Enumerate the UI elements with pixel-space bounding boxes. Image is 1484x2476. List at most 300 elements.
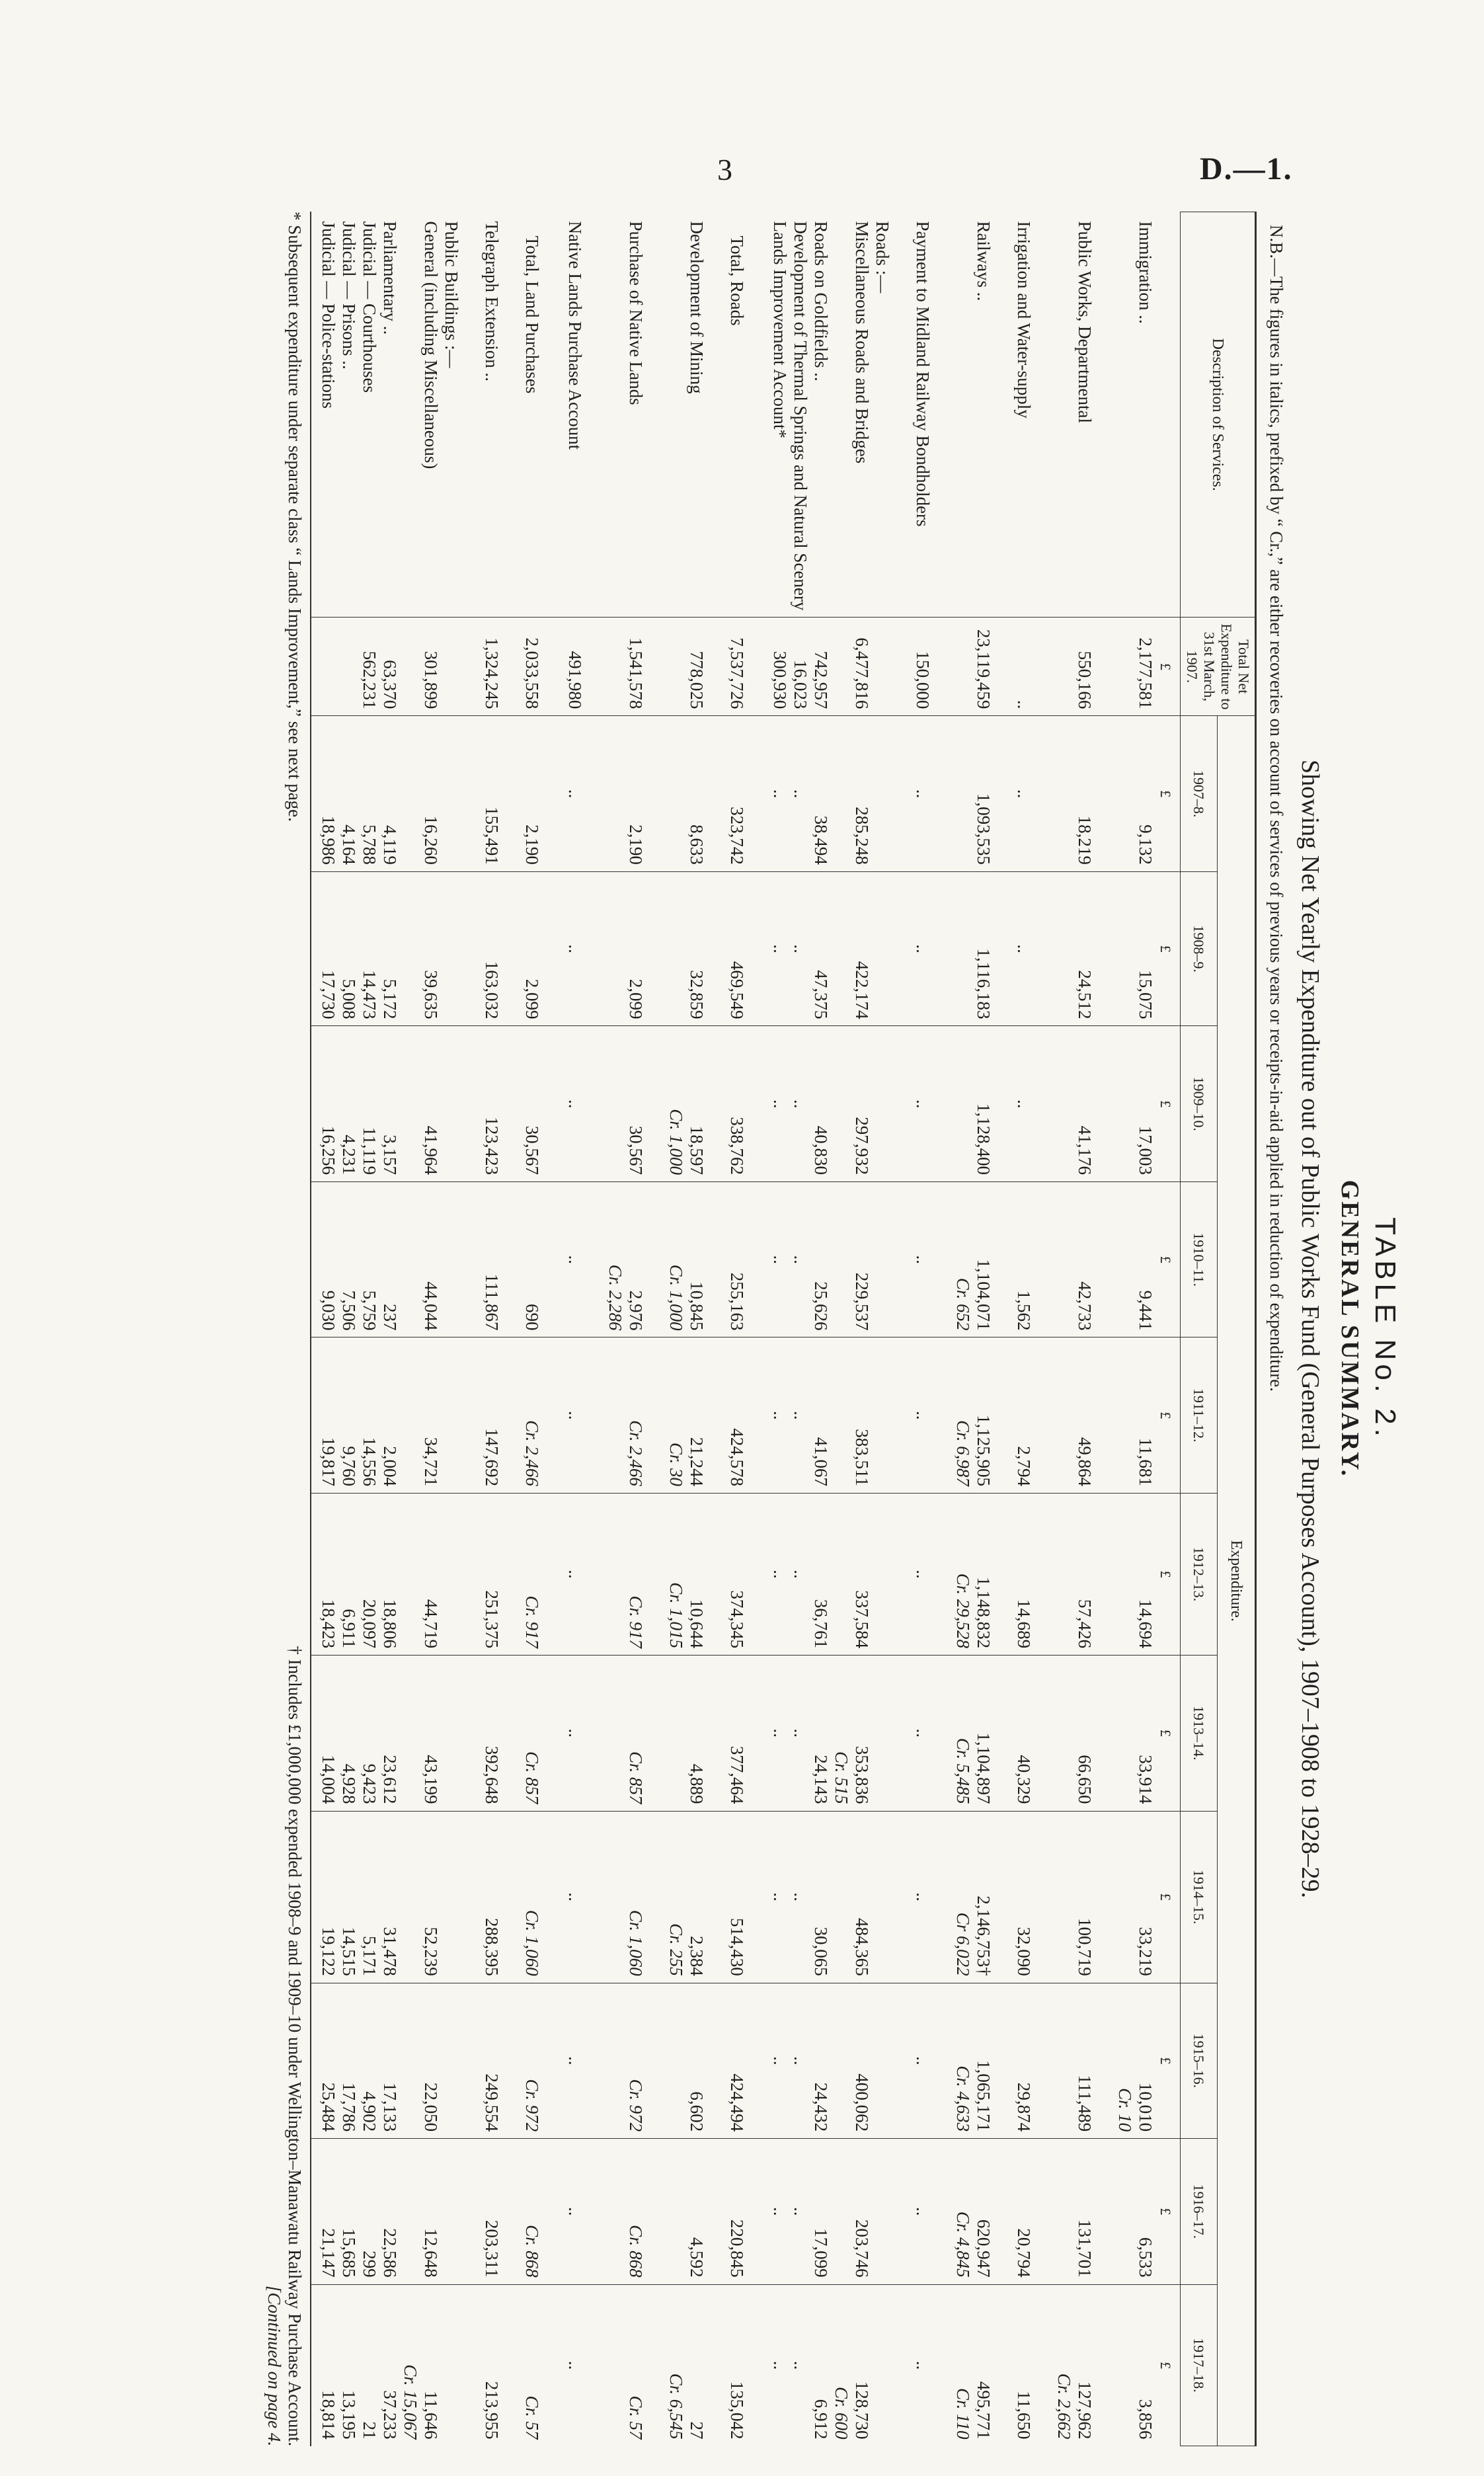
row-description: [666, 212, 686, 618]
row-value: 288,395: [481, 1811, 502, 1983]
row-value: [400, 716, 420, 871]
row-value: 4,928: [338, 1656, 359, 1811]
row-value: 620,947: [973, 2139, 994, 2284]
row-value: [831, 1026, 851, 1181]
table-row: [441, 212, 461, 2446]
row-total: [338, 618, 359, 716]
spacer-cell: [994, 1493, 1013, 1655]
row-value: ..: [912, 1181, 933, 1337]
row-value: 4,164: [338, 716, 359, 871]
spacer-cell: [646, 1493, 666, 1655]
unit-cell: £: [1155, 1983, 1181, 2138]
spacer-cell: [707, 871, 726, 1026]
spacer-cell: [646, 1338, 666, 1493]
row-value: 41,176: [1074, 1026, 1095, 1181]
row-value: ..: [790, 1493, 810, 1655]
row-value: [872, 1493, 892, 1655]
row-total: 16,023: [790, 618, 810, 716]
row-value: 18,219: [1074, 716, 1095, 871]
row-total: 491,980: [565, 618, 585, 716]
row-value: ..: [912, 1983, 933, 2138]
row-value: [831, 1338, 851, 1493]
row-value: [831, 2139, 851, 2284]
spacer-cell: [1034, 716, 1054, 871]
spacer-cell: [750, 1338, 769, 1493]
col-year: 1915–16.: [1181, 1983, 1218, 2138]
table-row: [666, 212, 686, 2446]
spacer-row: [1034, 212, 1054, 2446]
row-description: Judicial — Police-stations: [319, 221, 338, 409]
row-total: [831, 618, 851, 716]
row-value: 2,190: [522, 716, 545, 871]
row-value: 11,646: [420, 2284, 441, 2446]
spacer-cell: [892, 2284, 912, 2446]
row-value: [605, 1026, 625, 1181]
row-value: [872, 1656, 892, 1811]
spacer-cell: [545, 1026, 565, 1181]
row-value: 43,199: [420, 1656, 441, 1811]
row-value: [441, 1181, 461, 1337]
row-value: 17,730: [311, 871, 338, 1026]
spacer-cell: [750, 1983, 769, 2138]
spacer-cell: [461, 1811, 481, 1983]
spacer-row: [892, 212, 912, 2446]
row-value: [953, 716, 973, 871]
spacer-cell: [892, 1338, 912, 1493]
row-value: [605, 716, 625, 871]
row-value: 18,423: [311, 1493, 338, 1655]
row-value: ..: [769, 1656, 790, 1811]
spacer-cell: [545, 2139, 565, 2284]
row-value: 374,345: [726, 1493, 750, 1655]
row-value: Cr. 6,987: [953, 1338, 973, 1493]
row-total: 301,899: [420, 618, 441, 716]
unit-cell: £: [1155, 1656, 1181, 1811]
row-description: [605, 212, 625, 618]
spacer-cell: [502, 716, 522, 871]
spacer-row: [933, 212, 953, 2446]
row-total: ..: [1013, 618, 1034, 716]
spacer-cell: [1095, 716, 1114, 871]
row-value: 353,836: [851, 1656, 872, 1811]
row-value: 123,423: [481, 1026, 502, 1181]
spacer-cell: [502, 1493, 522, 1655]
row-value: 11,681: [1135, 1338, 1155, 1493]
row-value: 299: [359, 2139, 379, 2284]
row-value: 424,494: [726, 1983, 750, 2138]
row-value: Cr. 5,485: [953, 1656, 973, 1811]
row-value: 40,830: [810, 1026, 831, 1181]
spacer-cell: [461, 1338, 481, 1493]
row-value: ..: [565, 871, 585, 1026]
row-value: Cr. 2,466: [625, 1338, 646, 1493]
row-value: [666, 2139, 686, 2284]
row-value: [1054, 1026, 1074, 1181]
row-description: [1054, 212, 1074, 618]
row-value: 5,171: [359, 1811, 379, 1983]
spacer-cell: [892, 212, 912, 618]
spacer-cell: [585, 1026, 605, 1181]
spacer-cell: [1095, 212, 1114, 618]
row-value: [666, 1983, 686, 2138]
row-value: 40,329: [1013, 1656, 1034, 1811]
row-value: 10,845: [686, 1181, 707, 1337]
row-value: 30,065: [810, 1811, 831, 1983]
row-value: ..: [912, 716, 933, 871]
unit-cell: £: [1155, 1181, 1181, 1337]
row-value: [666, 716, 686, 871]
col-year: 1911–12.: [1181, 1338, 1218, 1493]
row-value: 2,146,753†: [973, 1811, 994, 1983]
spacer-cell: [545, 212, 565, 618]
header-row-1: [1217, 212, 1255, 2446]
spacer-cell: [461, 1026, 481, 1181]
spacer-cell: [1095, 1181, 1114, 1337]
spacer-cell: [646, 1811, 666, 1983]
row-value: 135,042: [726, 2284, 750, 2446]
row-value: Cr. 1,000: [666, 1026, 686, 1181]
row-value: ..: [565, 716, 585, 871]
table-row: [872, 212, 892, 2446]
row-description: Miscellaneous Roads and Bridges: [852, 221, 872, 464]
row-value: [441, 1983, 461, 2138]
spacer-cell: [750, 212, 769, 618]
row-total: 1,324,245: [481, 618, 502, 716]
col-year: 1908–9.: [1181, 871, 1218, 1026]
row-value: 1,562: [1013, 1181, 1034, 1337]
row-description: Public Buildings :—: [442, 221, 461, 368]
row-value: 33,219: [1135, 1811, 1155, 1983]
row-value: ..: [1013, 1026, 1034, 1181]
spacer-cell: [1095, 618, 1114, 716]
spacer-cell: [750, 2284, 769, 2446]
row-value: 495,771: [973, 2284, 994, 2446]
row-value: Cr. 255: [666, 1811, 686, 1983]
row-value: 203,746: [851, 2139, 872, 2284]
row-description: [831, 212, 851, 618]
row-value: 52,239: [420, 1811, 441, 1983]
row-total: 63,370: [379, 618, 400, 716]
spacer-cell: [545, 716, 565, 871]
spacer-cell: [545, 1656, 565, 1811]
row-value: 36,761: [810, 1493, 831, 1655]
row-value: 25,484: [311, 1983, 338, 2138]
spacer-cell: [892, 2139, 912, 2284]
row-value: 690: [522, 1181, 545, 1337]
row-value: ..: [790, 1181, 810, 1337]
row-value: ..: [790, 1811, 810, 1983]
row-value: 4,592: [686, 2139, 707, 2284]
spacer-cell: [646, 1181, 666, 1337]
spacer-cell: [750, 618, 769, 716]
spacer-cell: [707, 1181, 726, 1337]
row-value: 32,090: [1013, 1811, 1034, 1983]
spacer-cell: [933, 1983, 953, 2138]
row-value: [605, 2139, 625, 2284]
row-value: [605, 1811, 625, 1983]
table-row: [379, 212, 400, 2446]
spacer-cell: [461, 1983, 481, 2138]
spacer-cell: [707, 1338, 726, 1493]
spacer-cell: [994, 1983, 1013, 2138]
row-value: 21: [359, 2284, 379, 2446]
row-value: ..: [790, 716, 810, 871]
row-value: ..: [769, 1338, 790, 1493]
row-value: 163,032: [481, 871, 502, 1026]
row-value: 41,067: [810, 1338, 831, 1493]
row-value: [441, 1026, 461, 1181]
row-value: ..: [565, 1181, 585, 1337]
row-value: 22,586: [379, 2139, 400, 2284]
spacer-cell: [1034, 1181, 1054, 1337]
spacer-cell: [502, 2139, 522, 2284]
spacer-cell: [892, 1811, 912, 1983]
spacer-cell: [502, 1983, 522, 2138]
row-value: 5,008: [338, 871, 359, 1026]
row-value: [1114, 716, 1135, 871]
row-total: [872, 618, 892, 716]
row-value: Cr. 29,528: [953, 1493, 973, 1655]
row-value: ..: [912, 1338, 933, 1493]
col-year: 1914–15.: [1181, 1811, 1218, 1983]
unit-cell: £: [1155, 618, 1181, 716]
footnote-star: * Subsequent expenditure under separate class “ Lands Improvement,” see next page.: [285, 212, 305, 822]
row-value: 237: [379, 1181, 400, 1337]
row-value: 22,050: [420, 1983, 441, 2138]
row-value: ..: [565, 1338, 585, 1493]
row-description: Purchase of Native Lands: [626, 221, 646, 405]
row-value: 484,365: [851, 1811, 872, 1983]
table-row: [769, 212, 790, 2446]
row-value: 17,133: [379, 1983, 400, 2138]
row-total: [1054, 618, 1074, 716]
spacer-cell: [585, 1493, 605, 1655]
row-value: [872, 2284, 892, 2446]
row-value: ..: [769, 1181, 790, 1337]
spacer-cell: [933, 1656, 953, 1811]
spacer-cell: [933, 2284, 953, 2446]
row-value: 2,976: [625, 1181, 646, 1337]
table-row: [1114, 212, 1135, 2446]
row-value: Cr. 857: [625, 1656, 646, 1811]
spacer-row: [707, 212, 726, 2446]
spacer-cell: [892, 1181, 912, 1337]
row-description: Parliamentary ..: [380, 221, 400, 335]
row-value: Cr. 4,633: [953, 1983, 973, 2138]
spacer-cell: [461, 1181, 481, 1337]
spacer-cell: [750, 1656, 769, 1811]
expenditure-table-wrapper: [310, 212, 1257, 2446]
row-value: ..: [1013, 716, 1034, 871]
row-value: 16,260: [420, 716, 441, 871]
row-value: 34,721: [420, 1338, 441, 1493]
row-value: 42,733: [1074, 1181, 1095, 1337]
table-row: [605, 212, 625, 2446]
expenditure-table: [311, 212, 1255, 2446]
row-value: [400, 1026, 420, 1181]
row-value: ..: [565, 1026, 585, 1181]
row-value: [441, 871, 461, 1026]
row-value: [400, 1181, 420, 1337]
row-value: 9,030: [311, 1181, 338, 1337]
row-value: ..: [912, 871, 933, 1026]
row-value: 12,648: [420, 2139, 441, 2284]
row-value: ..: [1013, 871, 1034, 1026]
row-value: ..: [769, 871, 790, 1026]
spacer-cell: [502, 1338, 522, 1493]
spacer-cell: [545, 1181, 565, 1337]
row-value: Cr. 2,286: [605, 1181, 625, 1337]
row-value: ..: [769, 1811, 790, 1983]
row-value: [1114, 1181, 1135, 1337]
spacer-cell: [585, 1181, 605, 1337]
row-value: 11,650: [1013, 2284, 1034, 2446]
row-value: Cr. 57: [522, 2284, 545, 2446]
spacer-cell: [1034, 212, 1054, 618]
row-value: [1054, 2139, 1074, 2284]
row-value: ..: [912, 1656, 933, 1811]
col-year: 1909–10.: [1181, 1026, 1218, 1181]
spacer-cell: [933, 1493, 953, 1655]
row-description: Irrigation and Water-supply: [1014, 221, 1034, 419]
spacer-cell: [933, 1181, 953, 1337]
row-value: 1,104,897: [973, 1656, 994, 1811]
row-value: 23,612: [379, 1656, 400, 1811]
row-value: 2,384: [686, 1811, 707, 1983]
spacer-cell: [545, 1338, 565, 1493]
spacer-cell: [750, 871, 769, 1026]
row-value: Cr 6,022: [953, 1811, 973, 1983]
unit-blank: [1155, 212, 1181, 618]
row-value: 297,932: [851, 1026, 872, 1181]
spacer-cell: [585, 1338, 605, 1493]
row-value: 514,430: [726, 1811, 750, 1983]
unit-row: [1155, 212, 1181, 2446]
row-value: 15,075: [1135, 871, 1155, 1026]
row-value: 31,478: [379, 1811, 400, 1983]
row-value: ..: [790, 1026, 810, 1181]
row-value: 1,116,183: [973, 871, 994, 1026]
spacer-cell: [707, 618, 726, 716]
row-value: Cr. 600: [831, 2284, 851, 2446]
row-total: 150,000: [912, 618, 933, 716]
row-value: [872, 2139, 892, 2284]
spacer-cell: [994, 2284, 1013, 2446]
spacer-cell: [585, 2284, 605, 2446]
col-year: 1907–8.: [1181, 716, 1218, 871]
row-value: [605, 1656, 625, 1811]
row-value: 47,375: [810, 871, 831, 1026]
spacer-cell: [1034, 1656, 1054, 1811]
row-value: [1054, 1493, 1074, 1655]
row-total: 742,957: [810, 618, 831, 716]
row-value: [441, 1493, 461, 1655]
row-value: ..: [790, 1338, 810, 1493]
row-value: [953, 871, 973, 1026]
row-value: 6,911: [338, 1493, 359, 1655]
row-value: [605, 1493, 625, 1655]
row-value: 1,093,535: [973, 716, 994, 871]
row-value: ..: [769, 1026, 790, 1181]
row-value: [605, 1338, 625, 1493]
spacer-cell: [1034, 1338, 1054, 1493]
spacer-cell: [892, 1493, 912, 1655]
spacer-cell: [892, 716, 912, 871]
spacer-cell: [646, 212, 666, 618]
row-value: 285,248: [851, 716, 872, 871]
unit-cell: £: [1155, 1493, 1181, 1655]
unit-cell: £: [1155, 1338, 1181, 1493]
col-year: 1913–14.: [1181, 1656, 1218, 1811]
spacer-cell: [585, 1811, 605, 1983]
row-value: ..: [565, 1656, 585, 1811]
row-total: [400, 618, 420, 716]
row-total: [311, 618, 338, 716]
spacer-cell: [892, 1983, 912, 2138]
spacer-cell: [892, 1026, 912, 1181]
row-value: 1,065,171: [973, 1983, 994, 2138]
row-value: [872, 871, 892, 1026]
table-row: [953, 212, 973, 2446]
row-value: 131,701: [1074, 2139, 1095, 2284]
spacer-cell: [933, 1338, 953, 1493]
row-value: 1,128,400: [973, 1026, 994, 1181]
row-value: 3,157: [379, 1026, 400, 1181]
row-value: 57,426: [1074, 1493, 1095, 1655]
row-value: [400, 1983, 420, 2138]
table-row: [311, 212, 338, 2446]
row-value: 9,760: [338, 1338, 359, 1493]
row-value: 392,648: [481, 1656, 502, 1811]
row-total: [1114, 618, 1135, 716]
row-description: Telegraph Extension ..: [482, 221, 502, 382]
row-value: 251,375: [481, 1493, 502, 1655]
row-value: [1054, 716, 1074, 871]
spacer-cell: [892, 1656, 912, 1811]
spacer-cell: [461, 871, 481, 1026]
row-total: [605, 618, 625, 716]
row-value: 2,004: [379, 1338, 400, 1493]
row-value: 323,742: [726, 716, 750, 871]
row-value: [1054, 871, 1074, 1026]
table-row: [1054, 212, 1074, 2446]
table-row: [726, 212, 750, 2446]
row-value: Cr. 917: [625, 1493, 646, 1655]
row-value: 49,864: [1074, 1338, 1095, 1493]
table-row: [625, 212, 646, 2446]
spacer-cell: [1095, 1656, 1114, 1811]
italics-note: N.B.—The figures in italics, prefixed by “ Cr.,” are either recoveries on account of services of previous years or receipts-in-aid applied in reduction of expenditure.: [1267, 225, 1286, 1392]
row-description: Total, Roads: [727, 235, 747, 326]
spacer-cell: [933, 618, 953, 716]
rotated-table-page: [178, 212, 1401, 2446]
spacer-row: [994, 212, 1013, 2446]
unit-cell: £: [1155, 1811, 1181, 1983]
row-value: [441, 2284, 461, 2446]
table-row: [686, 212, 707, 2446]
spacer-cell: [461, 1493, 481, 1655]
spacer-row: [545, 212, 565, 2446]
spacer-cell: [502, 212, 522, 618]
row-value: 249,554: [481, 1983, 502, 2138]
col-year: 1917–18.: [1181, 2284, 1218, 2446]
row-value: [872, 1811, 892, 1983]
table-title: TABLE No. 2.: [1369, 1217, 1401, 1441]
row-value: ..: [769, 1493, 790, 1655]
row-value: 2,099: [625, 871, 646, 1026]
spacer-cell: [994, 212, 1013, 618]
row-value: Cr. 1,060: [522, 1811, 545, 1983]
